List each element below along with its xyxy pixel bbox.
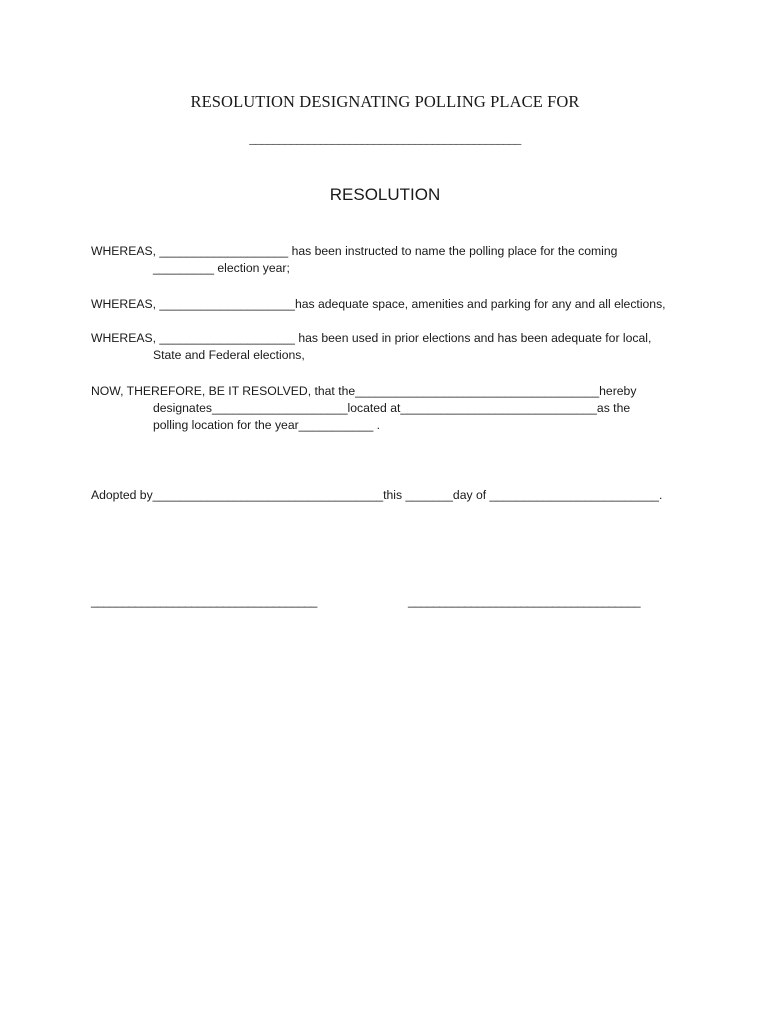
adopted-statement — [91, 487, 691, 504]
resolution-heading: RESOLUTION — [329, 185, 441, 204]
whereas-clause-2 — [91, 296, 691, 313]
resolved-clause-line-3: polling location for the year___________ . — [153, 418, 380, 432]
polling-place-name-blank: ______________________________________________ — [249, 131, 521, 146]
whereas-clause-3 — [91, 330, 691, 364]
whereas-clause-1 — [91, 243, 691, 277]
whereas-clause-1-line-2: _________ election year; — [153, 261, 290, 275]
whereas-clause-1-line-1: WHEREAS, ___________________ has been instructed to name the polling place for the coming — [91, 244, 618, 258]
adopted-statement-line: Adopted by__________________________________this _______day of _________________________. — [91, 488, 663, 502]
resolved-clause-line-2: designates____________________located at_____________________________as the — [153, 401, 631, 415]
signature-line-left: ____________________________________ — [91, 594, 317, 608]
whereas-clause-3-line-1: WHEREAS, ____________________ has been used in prior elections and has been adequate for local, — [91, 331, 652, 345]
resolved-clause — [91, 383, 691, 434]
whereas-clause-3-line-2: State and Federal elections, — [153, 348, 305, 362]
signature-line-right: _____________________________________ — [408, 594, 641, 608]
whereas-clause-2-line-1: WHEREAS, ____________________has adequate space, amenities and parking for any and all elections, — [91, 297, 666, 311]
document-title: RESOLUTION DESIGNATING POLLING PLACE FOR — [190, 92, 580, 111]
resolved-clause-line-1: NOW, THEREFORE, BE IT RESOLVED, that the____________________________________hereby — [91, 384, 637, 398]
